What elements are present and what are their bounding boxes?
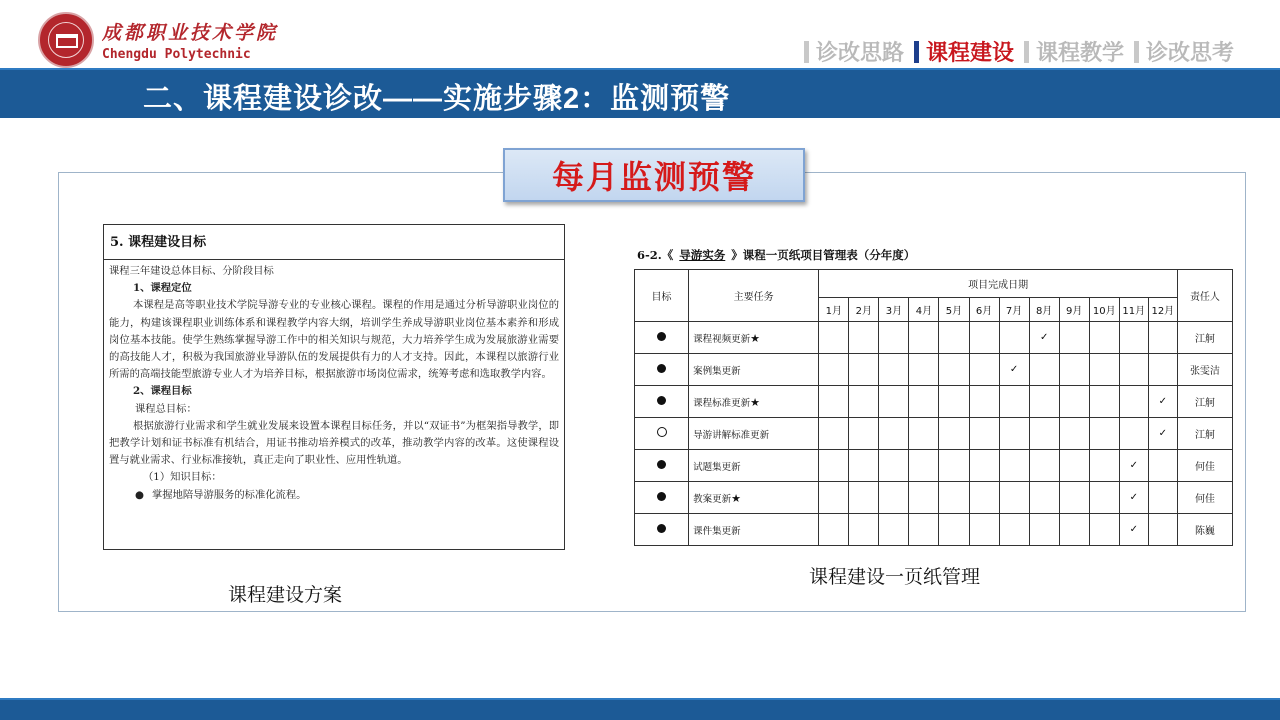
owner-cell: 何佳 [1177, 482, 1232, 514]
header-month: 8月 [1029, 298, 1059, 322]
star-icon: ★ [750, 395, 760, 409]
month-cell [909, 354, 939, 386]
logo [38, 12, 278, 68]
month-cell [1089, 514, 1119, 546]
bottom-band [0, 698, 1280, 720]
month-cell [1089, 482, 1119, 514]
month-cell [1029, 482, 1059, 514]
logo-text [102, 18, 278, 62]
month-cell [1029, 450, 1059, 482]
task-label: 课件集更新 [693, 525, 741, 537]
check-icon: ✓ [1158, 396, 1168, 407]
nav-item-0[interactable] [804, 36, 904, 67]
month-cell [939, 514, 969, 546]
month-cell [879, 482, 909, 514]
month-cell [849, 514, 879, 546]
month-cell [1119, 322, 1148, 354]
table-row [635, 354, 1233, 386]
month-cell [819, 354, 849, 386]
owner-cell: 张雯洁 [1177, 354, 1232, 386]
project-management-table [634, 269, 1233, 546]
month-cell [1148, 418, 1177, 450]
task-cell [689, 322, 819, 354]
month-cell [909, 418, 939, 450]
month-cell [909, 450, 939, 482]
header-month: 6月 [969, 298, 999, 322]
nav-item-3[interactable] [1134, 36, 1234, 67]
month-cell [879, 450, 909, 482]
month-cell [1059, 322, 1089, 354]
check-icon: ✓ [1129, 460, 1138, 471]
month-cell [1029, 322, 1059, 354]
month-cell [1148, 450, 1177, 482]
doc-total-goal-label: 课程总目标： [135, 402, 197, 415]
check-icon: ✓ [1129, 492, 1138, 503]
section-nav [794, 36, 1234, 67]
month-cell [1119, 482, 1148, 514]
owner-cell: 陈巍 [1177, 514, 1232, 546]
goal-cell [635, 418, 689, 450]
month-cell [1089, 386, 1119, 418]
header-task: 主要任务 [689, 270, 819, 322]
header-month: 3月 [879, 298, 909, 322]
badge-label: 每月监测预警 [551, 159, 756, 195]
month-cell [1089, 322, 1119, 354]
table-row [635, 450, 1233, 482]
table-row [635, 322, 1233, 354]
title-band [0, 68, 1280, 118]
task-cell [689, 418, 819, 450]
caption-right: 课程建设一页纸管理 [809, 566, 981, 588]
month-cell [969, 514, 999, 546]
month-cell [1119, 354, 1148, 386]
owner-cell: 何佳 [1177, 450, 1232, 482]
check-icon: ✓ [1039, 332, 1049, 343]
star-icon: ★ [731, 491, 741, 505]
month-cell [879, 514, 909, 546]
task-label: 导游讲解标准更新 [693, 429, 770, 441]
month-cell [969, 354, 999, 386]
month-cell [879, 386, 909, 418]
nav-item-1[interactable] [914, 36, 1014, 67]
owner-cell: 江舸 [1177, 322, 1232, 354]
month-cell [1148, 514, 1177, 546]
goal-cell [635, 322, 689, 354]
month-cell [969, 386, 999, 418]
goal-cell [635, 354, 689, 386]
logo-name-cn: 成都职业技术学院 [102, 22, 279, 44]
month-cell [1029, 354, 1059, 386]
doc-bullet [109, 487, 559, 504]
month-cell [969, 450, 999, 482]
header-month: 1月 [819, 298, 849, 322]
month-cell [849, 450, 879, 482]
doc-heading: 5. 课程建设目标 [104, 225, 564, 260]
month-cell [999, 386, 1029, 418]
star-icon: ★ [750, 331, 760, 345]
table-title-suffix: 》课程一页纸项目管理表（分年度） [731, 248, 916, 262]
table-row [635, 386, 1233, 418]
empty-circle-icon [657, 427, 667, 437]
month-cell [819, 450, 849, 482]
goal-cell [635, 450, 689, 482]
month-cell [819, 514, 849, 546]
task-cell [689, 386, 819, 418]
doc-section-2: 2、课程目标 [133, 385, 192, 398]
nav-label: 诊改思路 [815, 40, 904, 65]
table-title-prefix: 6-2.《 [637, 248, 674, 262]
month-cell [1148, 322, 1177, 354]
month-cell [1119, 450, 1148, 482]
month-cell [1089, 450, 1119, 482]
logo-name-en: Chengdu Polytechnic [102, 47, 251, 62]
task-label: 试题集更新 [693, 461, 741, 473]
month-cell [1148, 482, 1177, 514]
month-cell [849, 418, 879, 450]
month-cell [999, 322, 1029, 354]
header-month: 9月 [1059, 298, 1089, 322]
month-cell [999, 418, 1029, 450]
doc-paragraph-2: 根据旅游行业需求和学生就业发展来设置本课程目标任务，并以“双证书”为框架指导教学，即把教学计划和证书标准有机结合，用证书推动培养模式的改革，推动教学内容的改革。这使课程设置与就业需求、行业标准接轨，真正走向了职业性、应用性轨道。 [109, 419, 559, 467]
owner-cell: 江舸 [1177, 418, 1232, 450]
month-cell [969, 418, 999, 450]
filled-circle-icon [657, 364, 666, 373]
month-cell [909, 322, 939, 354]
month-cell [939, 450, 969, 482]
month-cell [879, 354, 909, 386]
month-cell [1089, 354, 1119, 386]
nav-bar-icon [804, 41, 809, 63]
header-goal: 目标 [635, 270, 689, 322]
month-cell [1029, 418, 1059, 450]
task-label: 案例集更新 [693, 365, 741, 377]
filled-circle-icon [657, 332, 666, 341]
month-cell [1059, 514, 1089, 546]
month-cell [1148, 354, 1177, 386]
header-month: 11月 [1119, 298, 1148, 322]
check-icon: ✓ [1009, 364, 1019, 375]
nav-bar-icon [1134, 41, 1139, 63]
doc-bullet-text: 掌握地陪导游服务的标准化流程。 [152, 488, 307, 501]
header-month: 12月 [1148, 298, 1177, 322]
header-month: 10月 [1089, 298, 1119, 322]
bullet-dot-icon: ● [135, 488, 144, 501]
month-cell [1119, 418, 1148, 450]
task-cell [689, 514, 819, 546]
table-row [635, 482, 1233, 514]
month-cell [999, 450, 1029, 482]
month-cell [999, 514, 1029, 546]
month-cell [939, 418, 969, 450]
month-cell [849, 354, 879, 386]
check-icon: ✓ [1158, 428, 1168, 439]
filled-circle-icon [657, 396, 666, 405]
month-cell [969, 482, 999, 514]
month-cell [879, 322, 909, 354]
caption-left: 课程建设方案 [228, 584, 343, 606]
header-month: 4月 [909, 298, 939, 322]
header-month: 7月 [999, 298, 1029, 322]
month-cell [999, 354, 1029, 386]
doc-body [104, 260, 564, 507]
nav-label: 课程建设 [925, 40, 1014, 65]
monthly-warning-badge [503, 148, 805, 202]
course-plan-document [103, 224, 565, 550]
task-label: 教案更新 [693, 493, 732, 505]
month-cell [909, 514, 939, 546]
month-cell [849, 322, 879, 354]
month-cell [909, 482, 939, 514]
month-cell [939, 322, 969, 354]
doc-knowledge-goal: （1）知识目标： [143, 471, 222, 484]
header-month: 5月 [939, 298, 969, 322]
table-title-course: 导游实务 [679, 248, 726, 262]
doc-subtitle: 课程三年建设总体目标、分阶段目标 [109, 265, 274, 277]
month-cell [1089, 418, 1119, 450]
doc-section-1: 1、课程定位 [133, 282, 192, 295]
task-cell [689, 482, 819, 514]
goal-cell [635, 386, 689, 418]
month-cell [819, 418, 849, 450]
filled-circle-icon [657, 460, 666, 469]
task-label: 课程标准更新 [693, 397, 751, 409]
month-cell [999, 482, 1029, 514]
task-cell [689, 450, 819, 482]
table-title [637, 247, 915, 263]
doc-paragraph-1: 本课程是高等职业技术学院导游专业的专业核心课程。课程的作用是通过分析导游职业岗位的能力，构建该课程职业训练体系和课程教学内容大纲，培训学生养成导游职业岗位基本素养和形成岗位基本技能。使学生熟练掌握导游工作中的相关知识与规范，大力培养学生成为发展旅游业需要的高技能人才，积极为我国旅游业导游队伍的发展提供有力的人才支持。因此，本课程以旅游行业所需的高端技能型旅游专业人才为培养目标，根据旅游市场岗位需求，统筹考虑和选取教学内容。 [109, 299, 559, 381]
goal-cell [635, 482, 689, 514]
owner-cell: 江舸 [1177, 386, 1232, 418]
header-month: 2月 [849, 298, 879, 322]
nav-label: 课程教学 [1035, 40, 1124, 65]
month-cell [849, 386, 879, 418]
month-cell [939, 482, 969, 514]
month-cell [1029, 386, 1059, 418]
task-label: 课程视频更新 [693, 333, 751, 345]
filled-circle-icon [657, 492, 666, 501]
filled-circle-icon [657, 524, 666, 533]
month-cell [1148, 386, 1177, 418]
month-cell [819, 322, 849, 354]
month-cell [1059, 450, 1089, 482]
month-cell [849, 482, 879, 514]
nav-item-2[interactable] [1024, 36, 1124, 67]
table-row [635, 418, 1233, 450]
school-seal-icon [38, 12, 94, 68]
month-cell [969, 322, 999, 354]
table-row [635, 514, 1233, 546]
month-cell [1059, 386, 1089, 418]
month-cell [1059, 354, 1089, 386]
goal-cell [635, 514, 689, 546]
page-title: 二、课程建设诊改——实施步骤2：监测预警 [143, 83, 731, 115]
nav-label: 诊改思考 [1145, 40, 1234, 65]
month-cell [1059, 418, 1089, 450]
month-cell [819, 482, 849, 514]
month-cell [1119, 514, 1148, 546]
month-cell [879, 418, 909, 450]
task-cell [689, 354, 819, 386]
check-icon: ✓ [1129, 524, 1138, 535]
month-cell [819, 386, 849, 418]
month-cell [939, 354, 969, 386]
month-cell [909, 386, 939, 418]
nav-bar-icon [1024, 41, 1029, 63]
nav-bar-icon [914, 41, 919, 63]
month-cell [939, 386, 969, 418]
month-cell [1119, 386, 1148, 418]
month-cell [1059, 482, 1089, 514]
header-dates: 项目完成日期 [819, 270, 1178, 298]
header-owner: 责任人 [1177, 270, 1232, 322]
month-cell [1029, 514, 1059, 546]
